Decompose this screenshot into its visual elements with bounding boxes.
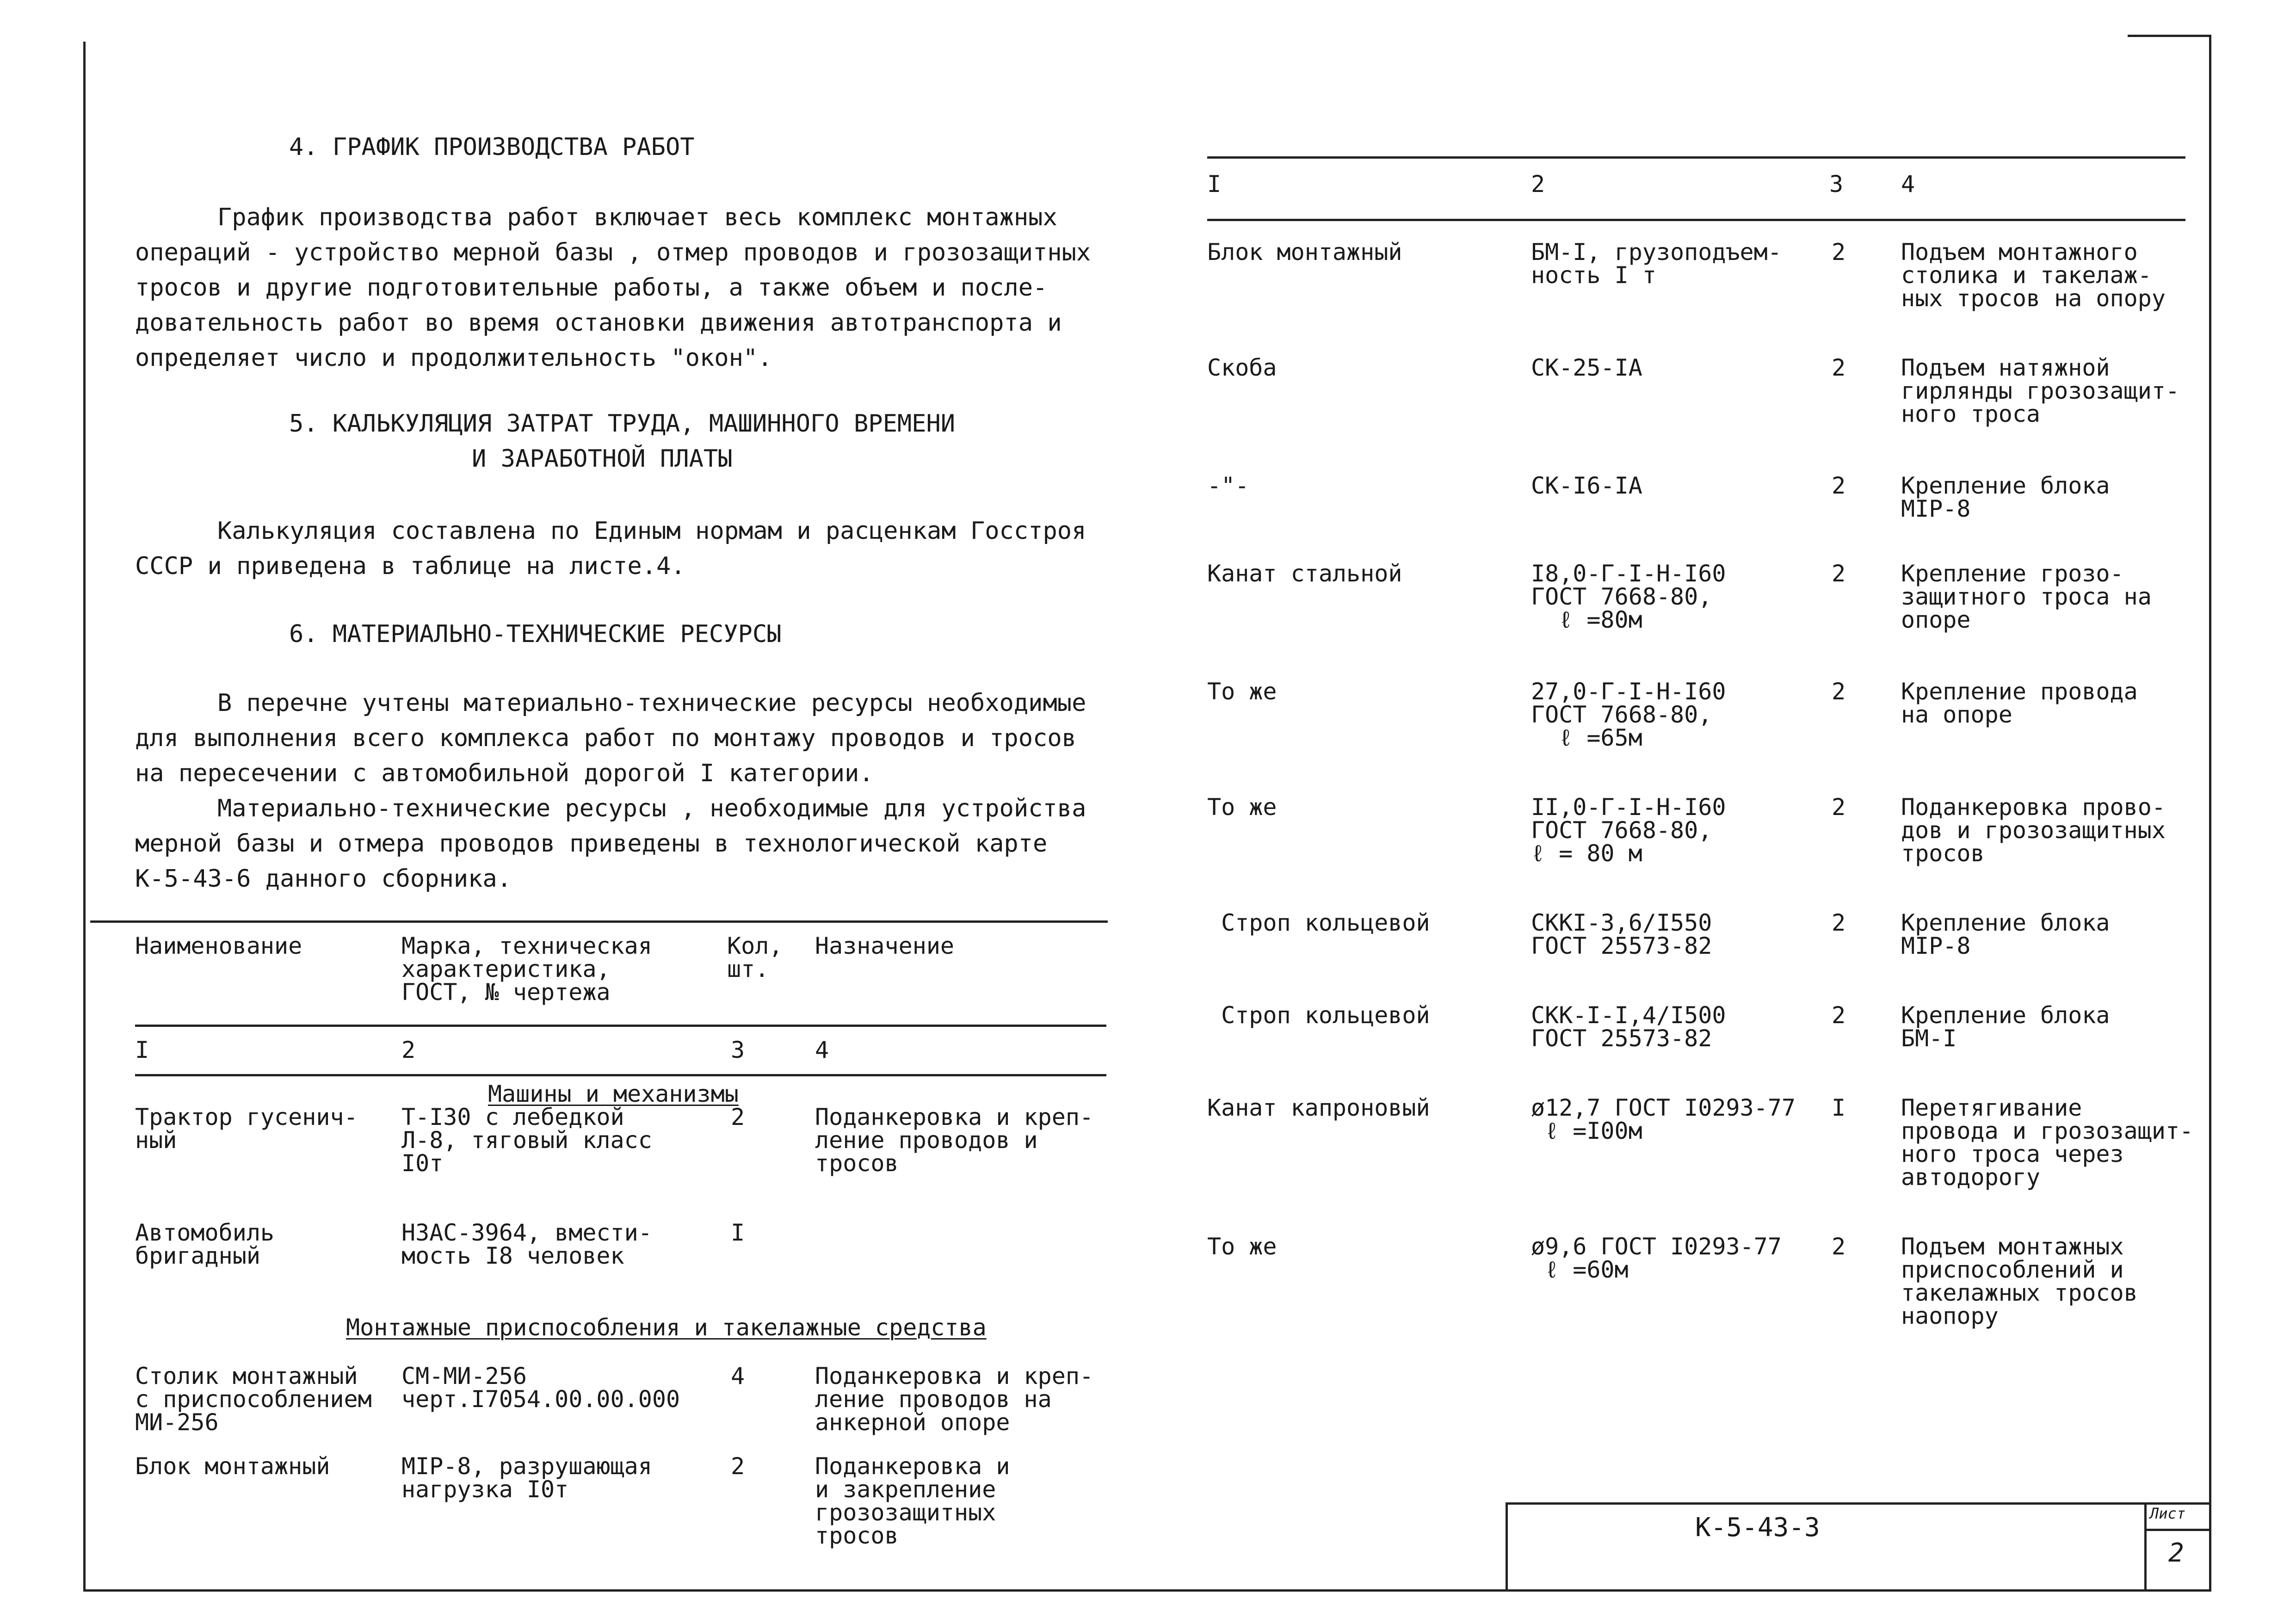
section-4-line-5: определяет число и продолжительность "окон".: [135, 344, 772, 372]
right-row-4-name: Канат стальной: [1207, 560, 1402, 587]
section-6-line-2: для выполнения всего комплекса работ по монтажу проводов и тросов: [135, 724, 1076, 752]
section-5-line-2: СССР и приведена в таблице на листе.4.: [135, 552, 685, 580]
right-colnum-1: I: [1207, 171, 1222, 198]
right-colnum-2: 2: [1531, 171, 1545, 198]
left-row-auto-mark: НЗАС-3964, вмести- мость I8 человек: [401, 1219, 652, 1269]
sheet-number: 2: [2168, 1538, 2184, 1568]
right-row-3-name: -"-: [1207, 472, 1249, 499]
right-row-4-qty: 2: [1832, 560, 1846, 587]
right-row-9-purpose: Перетягивание провода и грозозащит- ного троса через автодорогу: [1901, 1094, 2194, 1191]
left-group-rigging: Монтажные приспособления и такелажные средства: [346, 1314, 987, 1341]
left-row-table-purpose: Поданкеровка и креп- ление проводов на анкерной опоре: [815, 1363, 1094, 1436]
left-table-top-rule: [90, 920, 1108, 923]
stamp-sheet-divider: [2144, 1502, 2147, 1590]
left-row-tractor-qty: 2: [731, 1104, 745, 1130]
section-6-line-1: В перечне учтены материально-технические ресурсы необходимые: [217, 689, 1086, 717]
section-4-line-2: операций - устройство мерной базы , отмер проводов и грозозащитных: [135, 239, 1091, 266]
left-header-name: Наименование: [135, 932, 302, 959]
right-row-6-mark: II,0-Г-I-Н-I60 ГОСТ 7668-80, ℓ = 80 м: [1531, 794, 1726, 867]
right-table-colnum-rule: [1207, 219, 2185, 221]
section-4-line-3: тросов и другие подготовительные работы, а также объем и после-: [135, 274, 1048, 302]
right-colnum-3: 3: [1829, 171, 1844, 198]
left-header-qty: Кол, шт.: [727, 932, 783, 982]
right-row-9-mark: ø12,7 ГОСТ I0293-77 ℓ =I00м: [1531, 1094, 1796, 1144]
right-row-10-purpose: Подъем монтажных приспособлений и такелажных тросов наопору: [1901, 1233, 2138, 1329]
left-colnum-2: 2: [401, 1037, 416, 1063]
right-row-4-mark: I8,0-Г-I-Н-I60 ГОСТ 7668-80, ℓ =80м: [1531, 560, 1726, 633]
right-row-1-purpose: Подъем монтажного столика и такелаж- ных тросов на опору: [1901, 239, 2166, 312]
right-row-9-name: Канат капроновый: [1207, 1094, 1430, 1121]
left-row-block-name: Блок монтажный: [135, 1453, 330, 1480]
right-row-6-purpose: Поданкеровка прово- дов и грозозащитных тросов: [1901, 794, 2166, 867]
right-row-10-qty: 2: [1832, 1233, 1846, 1260]
right-row-10-mark: ø9,6 ГОСТ I0293-77 ℓ =60м: [1531, 1233, 1782, 1283]
right-row-6-name: То же: [1207, 794, 1277, 821]
section-5-heading-1: 5. КАЛЬКУЛЯЦИЯ ЗАТРАТ ТРУДА, МАШИННОГО ВРЕМЕНИ: [289, 410, 956, 438]
right-colnum-4: 4: [1901, 171, 1915, 198]
left-row-tractor-name: Трактор гусенич- ный: [135, 1104, 358, 1154]
right-row-8-qty: 2: [1832, 1002, 1846, 1029]
right-row-5-mark: 27,0-Г-I-Н-I60 ГОСТ 7668-80, ℓ =65м: [1531, 678, 1726, 751]
section-6-line-6: К-5-43-6 данного сборника.: [135, 865, 512, 893]
right-table-top-rule: [1207, 156, 2185, 159]
left-row-block-purpose: Поданкеровка и и закрепление грозозащитных тросов: [815, 1453, 1010, 1549]
right-row-2-purpose: Подъем натяжной гирлянды грозозащит- ного троса: [1901, 354, 2180, 427]
left-table-header-rule: [135, 1025, 1106, 1027]
right-row-3-mark: СК-I6-IА: [1531, 472, 1642, 499]
section-6-line-3: на пересечении с автомобильной дорогой I категории.: [135, 760, 874, 787]
left-row-auto-name: Автомобиль бригадный: [135, 1219, 275, 1269]
right-row-7-qty: 2: [1832, 909, 1846, 936]
right-row-9-qty: I: [1832, 1094, 1846, 1121]
page-frame-left: [83, 42, 86, 1591]
right-row-5-qty: 2: [1832, 678, 1846, 705]
left-row-table-qty: 4: [731, 1363, 745, 1389]
left-row-block-qty: 2: [731, 1453, 745, 1480]
left-row-tractor-mark: Т-I30 с лебедкой Л-8, тяговый класс I0т: [401, 1104, 652, 1177]
page-frame-right: [2209, 35, 2211, 1592]
section-4-line-1: График производства работ включает весь комплекс монтажных: [217, 204, 1057, 231]
left-row-block-mark: МIР-8, разрушающая нагрузка I0т: [401, 1453, 652, 1503]
right-row-1-qty: 2: [1832, 239, 1846, 266]
left-header-purpose: Назначение: [815, 932, 955, 959]
section-5-line-1: Калькуляция составлена по Единым нормам и расценкам Госстроя: [217, 517, 1086, 545]
stamp-left-rule: [1506, 1502, 1508, 1590]
stamp-top-rule: [1506, 1502, 2211, 1505]
right-row-6-qty: 2: [1832, 794, 1846, 821]
right-row-2-qty: 2: [1832, 354, 1846, 381]
right-row-8-purpose: Крепление блока БМ-I: [1901, 1002, 2110, 1052]
section-6-line-5: мерной базы и отмера проводов приведены в технологической карте: [135, 830, 1048, 858]
section-6-heading: 6. МАТЕРИАЛЬНО-ТЕХНИЧЕСКИЕ РЕСУРСЫ: [289, 620, 782, 648]
right-row-7-name: Строп кольцевой: [1207, 909, 1430, 936]
section-4-heading: 4. ГРАФИК ПРОИЗВОДСТВА РАБОТ: [289, 133, 695, 161]
sheet-label: Лист: [2150, 1505, 2186, 1522]
right-row-2-name: Скоба: [1207, 354, 1277, 381]
left-row-tractor-purpose: Поданкеровка и креп- ление проводов и тросов: [815, 1104, 1094, 1177]
right-row-3-qty: 2: [1832, 472, 1846, 499]
right-row-8-name: Строп кольцевой: [1207, 1002, 1430, 1029]
right-row-1-name: Блок монтажный: [1207, 239, 1402, 266]
section-5-heading-2: И ЗАРАБОТНОЙ ПЛАТЫ: [472, 445, 733, 473]
right-row-3-purpose: Крепление блока МIР-8: [1901, 472, 2110, 522]
right-row-1-mark: БМ-I, грузоподъем- ность I т: [1531, 239, 1782, 289]
stamp-sheet-rule: [2144, 1529, 2211, 1531]
right-row-10-name: То же: [1207, 1233, 1277, 1260]
left-colnum-3: 3: [731, 1037, 745, 1063]
left-colnum-1: I: [135, 1037, 149, 1063]
left-row-table-name: Столик монтажный с приспособлением МИ-256: [135, 1363, 372, 1436]
left-group-machines: Машины и механизмы: [488, 1081, 739, 1107]
right-row-7-purpose: Крепление блока МIР-8: [1901, 909, 2110, 959]
left-table-colnum-rule: [135, 1074, 1106, 1076]
section-6-line-4: Материально-технические ресурсы , необходимые для устройства: [217, 795, 1086, 822]
left-header-mark: Марка, техническая характеристика, ГОСТ, № чертежа: [401, 932, 652, 1006]
right-row-4-purpose: Крепление грозо- защитного троса на опоре: [1901, 560, 2152, 633]
right-row-7-mark: СККI-3,6/I550 ГОСТ 25573-82: [1531, 909, 1712, 959]
page-frame-top-right: [2128, 35, 2211, 37]
document-code: К-5-43-3: [1695, 1513, 1820, 1543]
page-frame-bottom: [83, 1589, 2211, 1592]
right-row-5-name: То же: [1207, 678, 1277, 705]
right-row-5-purpose: Крепление провода на опоре: [1901, 678, 2138, 728]
section-4-line-4: довательность работ во время остановки движения автотранспорта и: [135, 309, 1062, 337]
right-row-8-mark: СКК-I-I,4/I500 ГОСТ 25573-82: [1531, 1002, 1726, 1052]
right-row-2-mark: СК-25-IА: [1531, 354, 1642, 381]
left-colnum-4: 4: [815, 1037, 829, 1063]
left-row-table-mark: СМ-МИ-256 черт.I7054.00.00.000: [401, 1363, 680, 1413]
left-row-auto-qty: I: [731, 1219, 745, 1246]
